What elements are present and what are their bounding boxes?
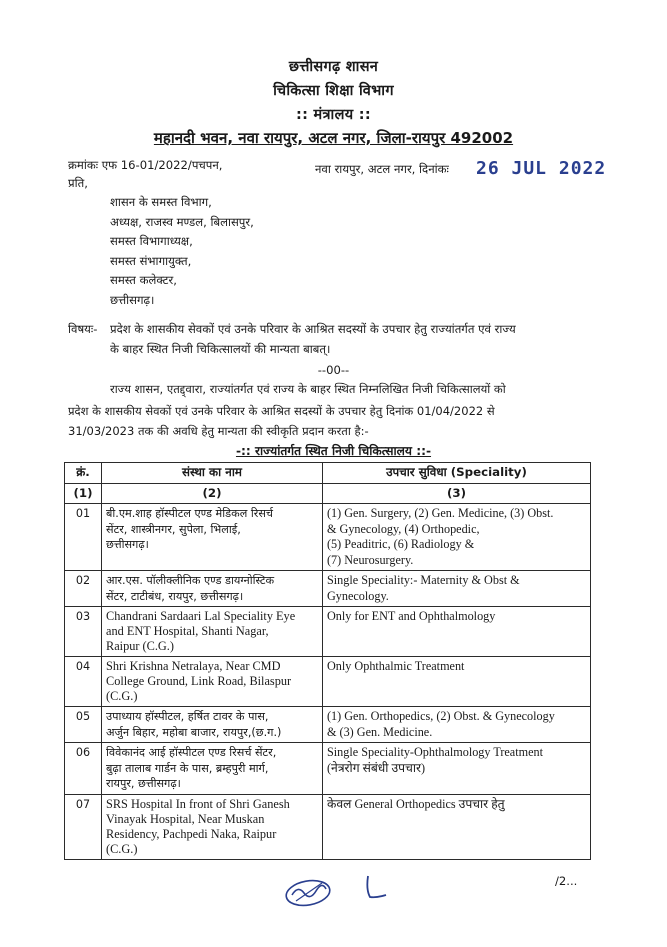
colnum-1: (1) — [65, 483, 102, 504]
table-row — [65, 607, 591, 657]
divider-mark: --00-- — [317, 363, 350, 377]
speciality-line: (7) Neurosurgery. — [327, 552, 414, 567]
hospital-name-line: and ENT Hospital, Shanti Nagar, — [106, 624, 269, 638]
table-colnum-row — [65, 483, 591, 504]
hospital-name — [102, 504, 323, 571]
speciality — [323, 571, 591, 607]
memo-place-date: नवा रायपुर, अटल नगर, दिनांकः — [315, 162, 449, 176]
hospital-name — [102, 657, 323, 707]
row-number: 07 — [65, 794, 102, 859]
header-speciality: उपचार सुविधा (Speciality) — [323, 463, 591, 484]
hospital-name-line: रायपुर, छत्तीसगढ़। — [106, 777, 181, 790]
row-number: 05 — [65, 707, 102, 743]
speciality-line: Single Speciality:- Maternity & Obst & — [327, 573, 520, 587]
speciality-line: Only for ENT and Ophthalmology — [327, 609, 496, 623]
hospital-name-line: अर्जुन बिहार, महोबा बाजार, रायपुर,(छ.ग.) — [106, 725, 282, 739]
speciality-line: (1) Gen. Orthopedics, (2) Obst. & Gynecology — [327, 709, 555, 723]
speciality-line: (1) Gen. Surgery, (2) Gen. Medicine, (3) Obst. — [327, 506, 554, 520]
hospital-name — [102, 743, 323, 795]
table-header-row — [65, 463, 591, 484]
speciality-line: Single Speciality-Ophthalmology Treatment — [327, 745, 543, 759]
row-number: 02 — [65, 571, 102, 607]
speciality — [323, 657, 591, 707]
speciality-line: & Gynecology, (4) Orthopedic, — [327, 521, 480, 536]
speciality — [323, 707, 591, 743]
header-govt: छत्तीसगढ़ शासन — [288, 59, 379, 75]
recipient-item: छत्तीसगढ़। — [110, 292, 155, 307]
hospital-name-line: SRS Hospital In front of Shri Ganesh — [106, 796, 290, 811]
hospital-name-line: विवेकानंद आई हॉस्पीटल एण्ड रिसर्च सेंटर, — [106, 746, 277, 759]
hospital-table — [64, 462, 591, 860]
header-sr: क्रं. — [65, 463, 102, 484]
row-number: 04 — [65, 657, 102, 707]
hospital-name-line: (C.G.) — [106, 689, 138, 703]
subject-line-1: प्रदेश के शासकीय सेवकों एवं उनके परिवार के आश्रित सदस्यों के उपचार हेतु राज्यांतर्गत एवं राज्य — [110, 322, 516, 336]
body-line-1: राज्य शासन, एतद्द्वारा, राज्यांतर्गत एवं राज्य के बाहर स्थित निम्नलिखित निजी चिकित्सालयों को — [110, 382, 506, 396]
header-department: चिकित्सा शिक्षा विभाग — [273, 83, 394, 99]
hospital-name-line: Chandrani Sardaari Lal Speciality Eye — [106, 609, 296, 623]
speciality-line: केवल General Orthopedics उपचार हेतु — [327, 796, 505, 811]
table-row — [65, 504, 591, 571]
hospital-name-line: सेंटर, शास्त्रीनगर, सुपेला, भिलाई, — [106, 522, 241, 536]
recipient-item: शासन के समस्त विभाग, — [110, 195, 212, 209]
second-signature — [360, 872, 390, 902]
table-row — [65, 707, 591, 743]
recipient-item: समस्त विभागाध्यक्ष, — [110, 234, 193, 249]
hospital-name — [102, 707, 323, 743]
hospital-name-line: Shri Krishna Netralaya, Near CMD — [106, 659, 281, 673]
hospital-name-line: Raipur (C.G.) — [106, 639, 174, 653]
table-row — [65, 794, 591, 859]
speciality-line: Only Ophthalmic Treatment — [327, 659, 465, 673]
row-number: 03 — [65, 607, 102, 657]
speciality-line: (नेत्ररोग संबंधी उपचार) — [327, 760, 426, 775]
speciality — [323, 607, 591, 657]
speciality-line: Gynecology. — [327, 588, 389, 603]
memo-number: क्रमांकः एफ 16-01/2022/पचपन, — [68, 158, 223, 172]
row-number: 01 — [65, 504, 102, 571]
table-row — [65, 743, 591, 795]
hospital-name-line: छत्तीसगढ़। — [106, 538, 149, 551]
hospital-name-line: Residency, Pachpedi Naka, Raipur — [106, 826, 277, 841]
speciality — [323, 794, 591, 859]
speciality — [323, 743, 591, 795]
hospital-name-line: उपाध्याय हॉस्पीटल, हर्षित टावर के पास, — [106, 710, 269, 723]
body-line-2: प्रदेश के शासकीय सेवकों एवं उनके परिवार के आश्रित सदस्यों के उपचार हेतु दिनांक 01/04/2022 से — [68, 404, 495, 418]
date-stamp: 26 JUL 2022 — [476, 158, 607, 179]
subject-line-2: के बाहर स्थित निजी चिकित्सालयों की मान्यता बाबत्। — [110, 342, 331, 356]
colnum-2: (2) — [102, 483, 323, 504]
table-row — [65, 657, 591, 707]
speciality-line: & (3) Gen. Medicine. — [327, 724, 433, 739]
hospital-name-line: College Ground, Link Road, Bilaspur — [106, 674, 292, 688]
hospital-name — [102, 571, 323, 607]
hospital-name-line: आर.एस. पॉलीक्लीनिक एण्ड डायग्नोस्टिक — [106, 574, 275, 587]
speciality — [323, 504, 591, 571]
body-line-3: 31/03/2023 तक की अवधि हेतु मान्यता की स्वीकृति प्रदान करता है:- — [68, 424, 369, 438]
hospital-name-line: सेंटर, टाटीबंध, रायपुर, छत्तीसगढ़। — [106, 589, 244, 603]
recipient-item: अध्यक्ष, राजस्व मण्डल, बिलासपुर, — [110, 214, 254, 229]
speciality-line: (5) Peaditric, (6) Radiology & — [327, 537, 475, 551]
recipient-list — [110, 193, 254, 311]
hospital-name — [102, 794, 323, 859]
recipient-item: समस्त कलेक्टर, — [110, 273, 177, 288]
table-row — [65, 571, 591, 607]
hospital-name-line: बी.एम.शाह हॉस्पीटल एण्ड मेडिकल रिसर्च — [106, 507, 273, 520]
colnum-3: (3) — [323, 483, 591, 504]
hospital-name-line: Vinayak Hospital, Near Muskan — [106, 811, 265, 826]
header-address: महानदी भवन, नवा रायपुर, अटल नगर, जिला-रायपुर 492002 — [153, 129, 514, 147]
header-mantralaya: :: मंत्रालय :: — [296, 107, 371, 123]
header-name: संस्था का नाम — [102, 463, 323, 484]
row-number: 06 — [65, 743, 102, 795]
hospital-name-line: (C.G.) — [106, 841, 138, 856]
table-title: -:: राज्यांतर्गत स्थित निजी चिकित्सालय ::- — [235, 444, 432, 458]
hospital-name — [102, 607, 323, 657]
hospital-name-line: बुढ़ा तालाब गार्डन के पास, ब्रम्हपुरी मार्ग, — [106, 761, 269, 775]
page-continuation: /2... — [555, 874, 578, 888]
subject-label: विषयः- — [68, 322, 98, 336]
prati-label: प्रति, — [68, 176, 88, 190]
recipient-item: समस्त संभागायुक्त, — [110, 253, 192, 268]
initial-signature — [282, 875, 334, 909]
